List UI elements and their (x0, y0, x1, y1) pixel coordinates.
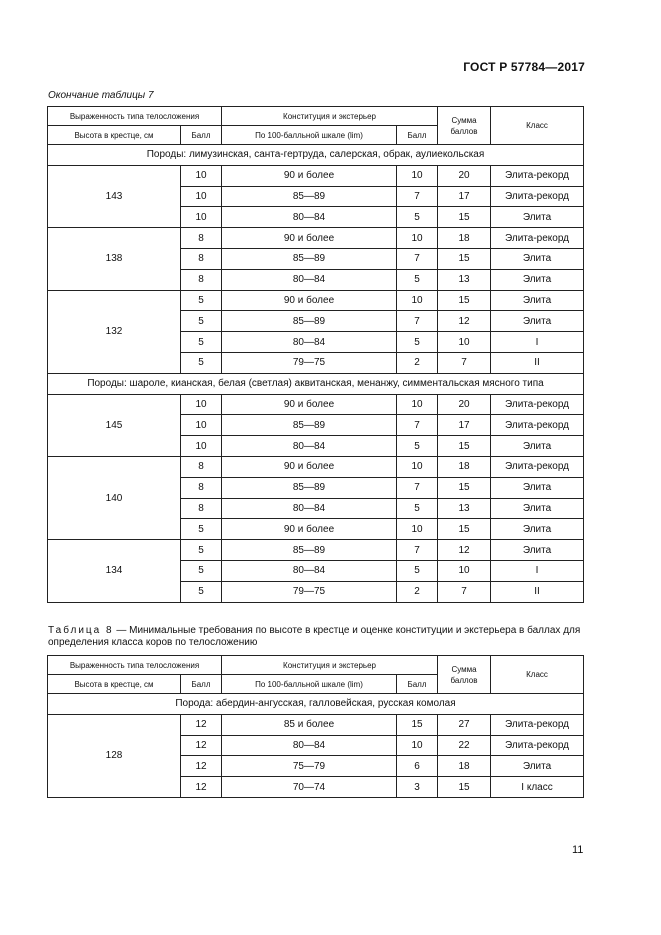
score-cell: 10 (181, 165, 222, 186)
score-cell: 8 (181, 477, 222, 498)
sum-cell: 15 (438, 248, 491, 269)
score-cell: 5 (181, 540, 222, 561)
class-cell: Элита-рекорд (491, 186, 584, 207)
scale-cell: 90 и более (222, 290, 397, 311)
score-cell: 5 (181, 311, 222, 332)
header-score-2: Балл (397, 126, 438, 145)
sum-cell: 13 (438, 269, 491, 290)
table-row (48, 456, 584, 477)
table-row (48, 540, 584, 561)
sum-cell: 10 (438, 332, 491, 353)
class-cell: Элита (491, 207, 584, 228)
class-cell: II (491, 581, 584, 602)
score2-cell: 5 (397, 269, 438, 290)
scale-cell: 90 и более (222, 228, 397, 249)
class-cell: I (491, 332, 584, 353)
section-title: Породы: лимузинская, санта-гертруда, салерская, обрак, аулиекольская (48, 145, 584, 166)
score2-cell: 15 (397, 714, 438, 735)
table8-header-row (48, 656, 584, 675)
score-cell: 8 (181, 498, 222, 519)
sum-cell: 17 (438, 415, 491, 436)
height-cell: 132 (48, 290, 181, 373)
table7 (47, 106, 584, 603)
table8-caption (48, 625, 588, 649)
score-cell: 12 (181, 756, 222, 777)
score-cell: 10 (181, 207, 222, 228)
sum-cell: 13 (438, 498, 491, 519)
score2-cell: 5 (397, 332, 438, 353)
score-cell: 5 (181, 290, 222, 311)
scale-cell: 80—84 (222, 436, 397, 457)
sum-cell: 18 (438, 456, 491, 477)
sum-cell: 7 (438, 352, 491, 373)
score-cell: 5 (181, 581, 222, 602)
class-cell: Элита (491, 311, 584, 332)
header-score: Балл (181, 675, 222, 694)
scale-cell: 80—84 (222, 207, 397, 228)
scale-cell: 90 и более (222, 456, 397, 477)
section-row (48, 145, 584, 166)
score2-cell: 7 (397, 415, 438, 436)
scale-cell: 80—84 (222, 269, 397, 290)
class-cell: Элита (491, 436, 584, 457)
sum-cell: 20 (438, 165, 491, 186)
class-cell: Элита (491, 756, 584, 777)
scale-cell: 80—84 (222, 560, 397, 581)
scale-cell: 85—89 (222, 186, 397, 207)
header-class: Класс (491, 107, 584, 145)
header-sum: Сумма баллов (438, 107, 491, 145)
header-scale: По 100-балльной шкале (lim) (222, 675, 397, 694)
table-row (48, 290, 584, 311)
class-cell: II (491, 352, 584, 373)
scale-cell: 85 и более (222, 714, 397, 735)
scale-cell: 80—84 (222, 332, 397, 353)
score2-cell: 6 (397, 756, 438, 777)
class-cell: Элита-рекорд (491, 394, 584, 415)
section-title: Породы: шароле, кианская, белая (светлая) аквитанская, менанжу, симментальская мясного типа (48, 373, 584, 394)
class-cell: Элита (491, 290, 584, 311)
score-cell: 5 (181, 560, 222, 581)
class-cell: I (491, 560, 584, 581)
sum-cell: 18 (438, 228, 491, 249)
class-cell: Элита (491, 248, 584, 269)
score2-cell: 2 (397, 352, 438, 373)
score-cell: 8 (181, 248, 222, 269)
sum-cell: 15 (438, 519, 491, 540)
class-cell: Элита-рекорд (491, 735, 584, 756)
score-cell: 8 (181, 228, 222, 249)
header-scale: По 100-балльной шкале (lim) (222, 126, 397, 145)
table8-caption-text: — Минимальные требования по высоте в крестце и оценке конституции и экстерьера в баллах для определения класса коров по телосложению (48, 625, 581, 648)
score2-cell: 7 (397, 477, 438, 498)
header-sum: Сумма баллов (438, 656, 491, 694)
class-cell: Элита-рекорд (491, 415, 584, 436)
header-class: Класс (491, 656, 584, 694)
class-cell: Элита (491, 269, 584, 290)
header-constitution: Конституция и экстерьер (222, 107, 438, 126)
table7-header-row (48, 107, 584, 126)
score-cell: 12 (181, 777, 222, 798)
table7-caption: Окончание таблицы 7 (48, 90, 154, 101)
sum-cell: 15 (438, 477, 491, 498)
sum-cell: 15 (438, 290, 491, 311)
class-cell: I класс (491, 777, 584, 798)
scale-cell: 79—75 (222, 581, 397, 602)
score2-cell: 10 (397, 735, 438, 756)
class-cell: Элита-рекорд (491, 714, 584, 735)
class-cell: Элита (491, 540, 584, 561)
header-score: Балл (181, 126, 222, 145)
scale-cell: 90 и более (222, 394, 397, 415)
header-constitution: Конституция и экстерьер (222, 656, 438, 675)
scale-cell: 85—89 (222, 248, 397, 269)
sum-cell: 18 (438, 756, 491, 777)
height-cell: 140 (48, 456, 181, 539)
sum-cell: 20 (438, 394, 491, 415)
score2-cell: 7 (397, 248, 438, 269)
score2-cell: 3 (397, 777, 438, 798)
score2-cell: 10 (397, 290, 438, 311)
sum-cell: 12 (438, 540, 491, 561)
table8 (47, 655, 584, 798)
scale-cell: 85—89 (222, 415, 397, 436)
page-number: 11 (572, 844, 584, 856)
scale-cell: 75—79 (222, 756, 397, 777)
height-cell: 143 (48, 165, 181, 227)
score-cell: 10 (181, 415, 222, 436)
sum-cell: 7 (438, 581, 491, 602)
sum-cell: 27 (438, 714, 491, 735)
score2-cell: 10 (397, 456, 438, 477)
score2-cell: 7 (397, 186, 438, 207)
sum-cell: 12 (438, 311, 491, 332)
class-cell: Элита-рекорд (491, 228, 584, 249)
score-cell: 10 (181, 394, 222, 415)
height-cell: 138 (48, 228, 181, 290)
score2-cell: 5 (397, 207, 438, 228)
table8-caption-label: Таблица 8 (48, 625, 114, 636)
score2-cell: 5 (397, 436, 438, 457)
score-cell: 8 (181, 269, 222, 290)
class-cell: Элита-рекорд (491, 456, 584, 477)
score2-cell: 5 (397, 498, 438, 519)
score-cell: 5 (181, 519, 222, 540)
scale-cell: 85—89 (222, 477, 397, 498)
class-cell: Элита (491, 498, 584, 519)
score2-cell: 7 (397, 540, 438, 561)
score2-cell: 7 (397, 311, 438, 332)
scale-cell: 80—84 (222, 498, 397, 519)
scale-cell: 90 и более (222, 165, 397, 186)
score-cell: 5 (181, 332, 222, 353)
table-row (48, 165, 584, 186)
header-height: Высота в крестце, см (48, 675, 181, 694)
score-cell: 12 (181, 735, 222, 756)
section-row (48, 373, 584, 394)
scale-cell: 85—89 (222, 540, 397, 561)
score2-cell: 10 (397, 228, 438, 249)
sum-cell: 17 (438, 186, 491, 207)
score-cell: 10 (181, 436, 222, 457)
sum-cell: 22 (438, 735, 491, 756)
score-cell: 5 (181, 352, 222, 373)
section-title: Порода: абердин-ангусская, галловейская, русская комолая (48, 694, 584, 715)
document-standard-number: ГОСТ Р 57784—2017 (463, 60, 585, 74)
header-score-2: Балл (397, 675, 438, 694)
section-row (48, 694, 584, 715)
height-cell: 145 (48, 394, 181, 456)
score-cell: 8 (181, 456, 222, 477)
scale-cell: 80—84 (222, 735, 397, 756)
class-cell: Элита-рекорд (491, 165, 584, 186)
height-cell: 134 (48, 540, 181, 602)
sum-cell: 15 (438, 436, 491, 457)
scale-cell: 79—75 (222, 352, 397, 373)
sum-cell: 15 (438, 777, 491, 798)
scale-cell: 85—89 (222, 311, 397, 332)
table-row (48, 394, 584, 415)
class-cell: Элита (491, 477, 584, 498)
scale-cell: 70—74 (222, 777, 397, 798)
scale-cell: 90 и более (222, 519, 397, 540)
score2-cell: 5 (397, 560, 438, 581)
header-build-type: Выраженность типа телосложения (48, 656, 222, 675)
table-row (48, 714, 584, 735)
score2-cell: 10 (397, 165, 438, 186)
score2-cell: 10 (397, 519, 438, 540)
header-height: Высота в крестце, см (48, 126, 181, 145)
score2-cell: 10 (397, 394, 438, 415)
sum-cell: 10 (438, 560, 491, 581)
score-cell: 10 (181, 186, 222, 207)
score-cell: 12 (181, 714, 222, 735)
class-cell: Элита (491, 519, 584, 540)
sum-cell: 15 (438, 207, 491, 228)
header-build-type: Выраженность типа телосложения (48, 107, 222, 126)
score2-cell: 2 (397, 581, 438, 602)
height-cell: 128 (48, 714, 181, 797)
table-row (48, 228, 584, 249)
